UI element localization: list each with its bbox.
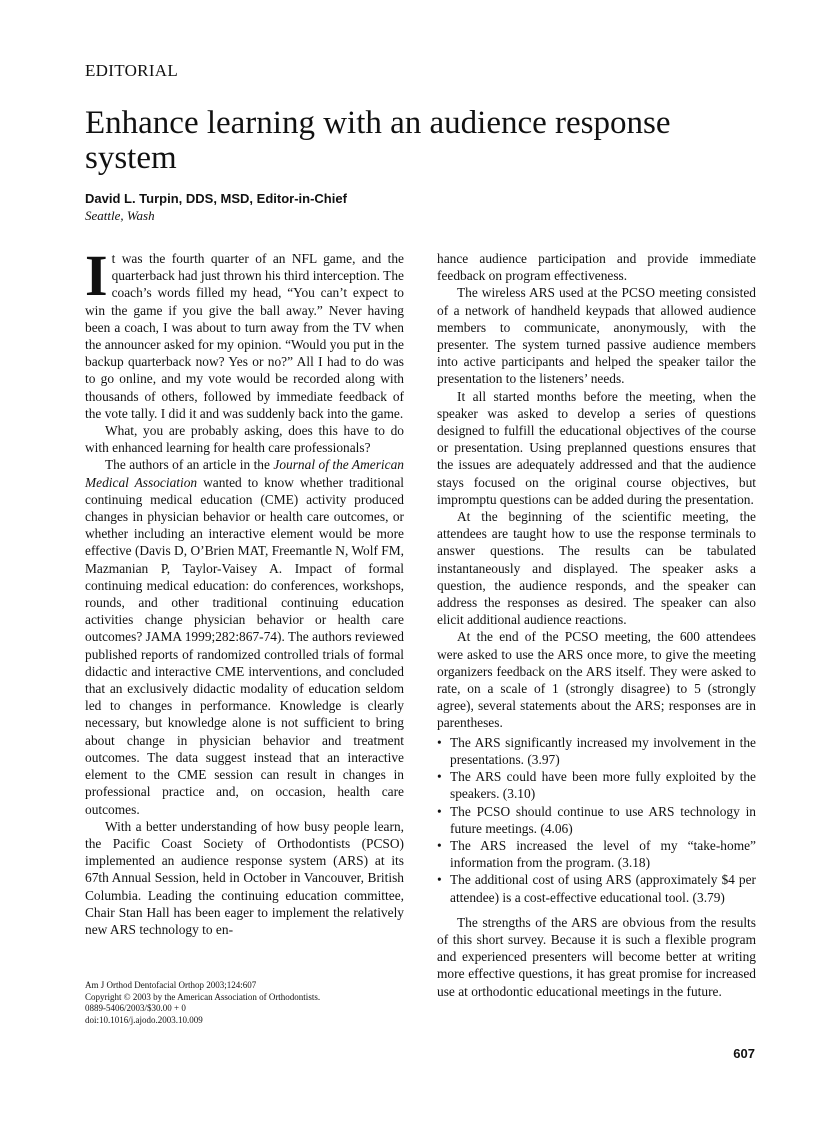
article-title: Enhance learning with an audience response system [85,105,671,176]
paragraph: At the beginning of the scientific meeting, the attendees are taught how to use the response terminals to answer questions. The results can be tabulated instantaneously and displayed. The speaker asks a question, the audience responds, and the speaker can address the responses as desired. The speaker can also elicit additional audience reactions. [437,509,756,628]
author: David L. Turpin, DDS, MSD, Editor-in-Chief [85,191,347,206]
citation: Am J Orthod Dentofacial Orthop 2003;124:607 [85,980,257,990]
paragraph: With a better understanding of how busy people learn, the Pacific Coast Society of Orthodontists (PCSO) implemented an audience response system (ARS) at its 67th Annual Session, held in October in Vancouver, British Columbia. Leading the continuing education committee, Chair Stan Hall has been eager to implement the relatively new ARS technology to en- [85,818,404,937]
footer-citation [85,980,320,1026]
paragraph: What, you are probably asking, does this have to do with enhanced learning for health care professionals? [85,423,404,456]
paragraph: At the end of the PCSO meeting, the 600 attendees were asked to use the ARS once more, to give the meeting organizers feedback on the ARS itself. They were asked to rate, on a scale of 1 (strongly disagree) to 5 (strongly agree), several statements about the ARS; responses are in parentheses. [437,629,756,731]
paragraph [85,456,404,817]
author-location: Seattle, Wash [85,208,155,223]
paragraph: It all started months before the meeting, when the speaker was asked to develop a series of questions designed to fulfill the educational objectives of the course or presentation. Using preplanned questions ensures that the issues are adequately addressed and that the audience stays focused on the original course objectives, but impromptu questions can be added during the presentation. [437,388,756,507]
left-column [85,243,404,938]
list-item: • The ARS could have been more fully exploited by the speakers. (3.10) [437,768,756,802]
copyright: Copyright © 2003 by the American Association of Orthodontists. [85,991,321,1002]
page-number: 607 [733,1046,755,1061]
drop-cap: I [85,243,108,308]
list-item: • The ARS increased the level of my “take-home” information from the program. (3.18) [437,837,756,871]
doi: doi:10.1016/j.ajodo.2003.10.009 [85,1014,203,1025]
survey-list [437,734,756,906]
paragraph-text: wanted to know whether traditional continuing medical education (CME) activity produced changes in physician behavior or health care outcomes, or whether including an interactive element would be more effective (Davis D, O’Brien MAT, Freemantle N, Wolf FM, Mazmanian P, Taylor-Vaisey A. Impact of formal continuing medical education: do conferences, workshops, rounds, and other traditional continuing education activities change physician behavior or health care outcomes? JAMA 1999;282:867-74). The authors reviewed published reports of randomized controlled trials of formal didactic and interactive CME interventions, and concluded that an exclusively didactic modality of education seldom led to changes in performance. Knowledge is clearly necessary, but knowledge alone is not sufficient to bring about change in physician behavior and treatment outcomes. The data suggest instead that an interactive element to the CME session can result in changes in professional practice and, on occasion, health care outcomes. [85,474,404,817]
section-label: EDITORIAL [85,61,179,80]
paragraph-text: t was the fourth quarter of an NFL game, and the quarterback had just thrown his third interception. The coach’s words filled my head, “You can’t expect to win the game if you give the ball away.” Never having been a coach, I was about to turn away from the TV when the announcer asked for my opinion. “Would you put in the backup quarterback now? Yes or no?” All I had to do was to go online, and my vote would be recorded along with thousands of others, followed by immediate feedback of the vote tally. I did it and was suddenly back into the game. [85,251,404,421]
paragraph-text: The authors of an article in the [105,457,274,473]
list-item: • The PCSO should continue to use ARS technology in future meetings. (4.06) [437,803,756,837]
paragraph: The strengths of the ARS are obvious from the results of this short survey. Because it is such a flexible program and experienced presenters will become better at writing more effective questions, it has great promise for increased use at orthodontic educational meetings in the future. [437,914,756,999]
journal-name: Journal of the American Medical Association [85,457,404,490]
paragraph [85,243,404,422]
right-column [437,250,756,1000]
list-item: • The additional cost of using ARS (approximately $4 per attendee) is a cost-effective educational tool. (3.79) [437,871,756,905]
list-item: • The ARS significantly increased my involvement in the presentations. (3.97) [437,734,756,768]
issn: 0889-5406/2003/$30.00 + 0 [85,1003,186,1013]
paragraph: The wireless ARS used at the PCSO meeting consisted of a network of handheld keypads that allowed audience members to communicate, anonymously, with the presenter. The system turned passive audience members into active participants and helped the speaker tailor the presentation to the listeners’ needs. [437,285,756,387]
paragraph: hance audience participation and provide immediate feedback on program effectiveness. [437,251,756,284]
